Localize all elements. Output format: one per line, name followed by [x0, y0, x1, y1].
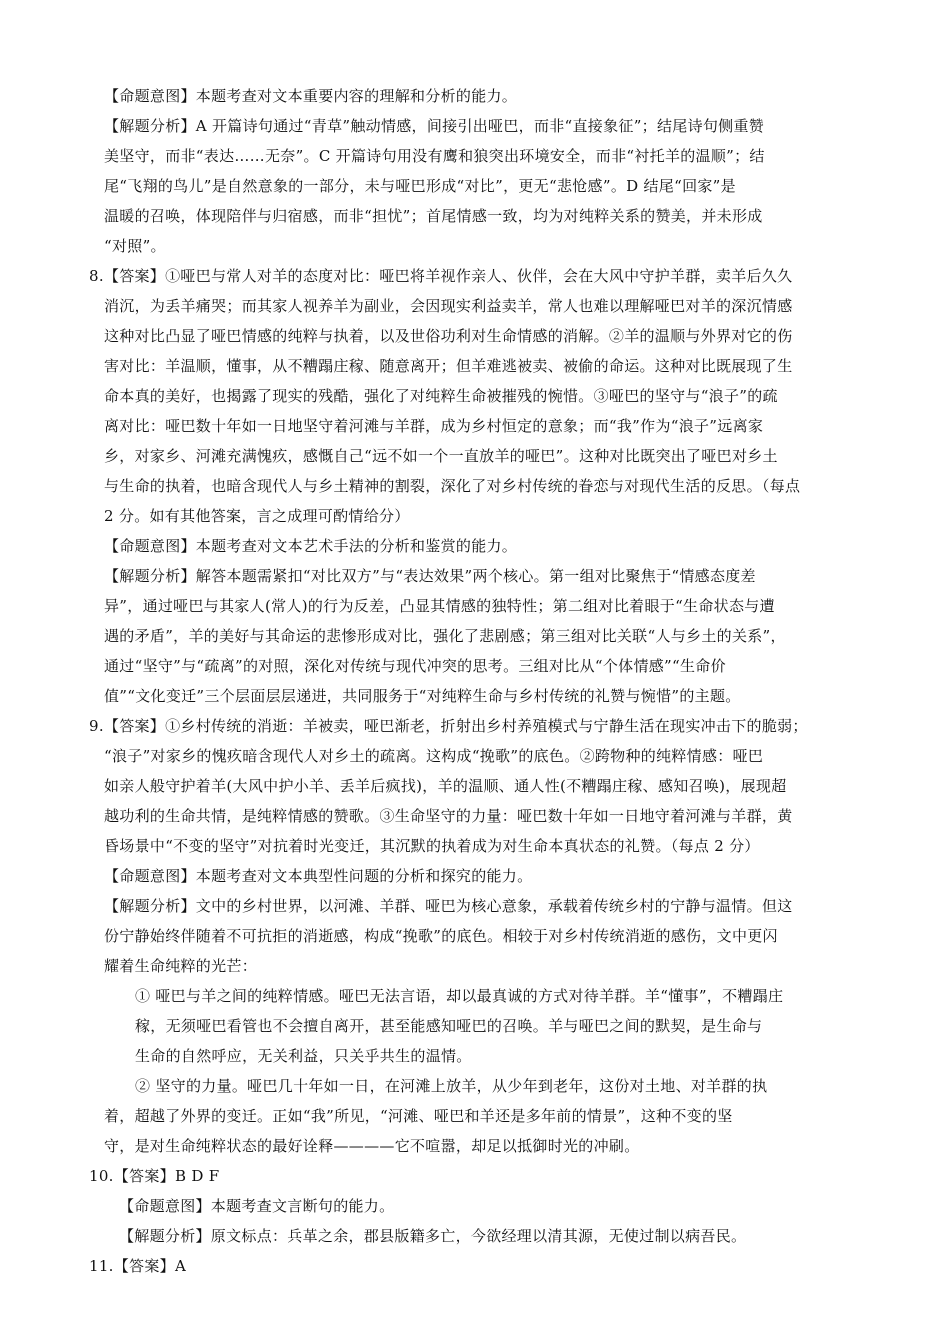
text-line: 乡，对家乡、河滩充满愧疚，感慨自己“远不如一个一直放羊的哑巴”。这种对比既突出了哑巴对乡土	[104, 447, 778, 465]
answer-9-line: 9.【答案】①乡村传统的消逝：羊被卖，哑巴渐老，折射出乡村养殖模式与宁静生活在现实冲击下的脆弱；	[89, 717, 808, 735]
text-line: 越功利的生命共情，是纯粹情感的赞歌。③生命坚守的力量：哑巴数十年如一日地守着河滩与羊群，黄	[104, 807, 793, 825]
answer-11-line: 11.【答案】A	[89, 1257, 187, 1275]
text-line: “对照”。	[104, 237, 166, 255]
text-line: 昏场景中“不变的坚守”对抗着时光变迁，其沉默的执着成为对生命本真状态的礼赞。（每点 2 分）	[104, 837, 760, 855]
text-line: 尾“飞翔的鸟儿”是自然意象的一部分，未与哑巴形成“对比”，更无“悲怆感”。D 结尾“回家”是	[104, 177, 736, 195]
text-line: 值”“文化变迁”三个层面层层递进，共同服务于“对纯粹生命与乡村传统的礼赞与惋惜”的主题。	[104, 687, 741, 705]
text-line: 温暖的召唤，体现陪伴与归宿感，而非“担忧”；首尾情感一致，均为对纯粹关系的赞美，并未形成	[104, 207, 763, 225]
answer-8-line: 8.【答案】①哑巴与常人对羊的态度对比：哑巴将羊视作亲人、伙伴，会在大风中守护羊群，卖羊后久久	[89, 267, 793, 285]
text-line: 害对比：羊温顺，懂事，从不糟蹋庄稼、随意离开；但羊难逃被卖、被偷的命运。这种对比既展现了生	[104, 357, 793, 375]
text-line: 异”，通过哑巴与其家人(常人)的行为反差，凸显其情感的独特性；第二组对比着眼于“生命状态与遭	[104, 597, 775, 615]
text-line: “浪子”对家乡的愧疚暗含现代人对乡土的疏离。这构成“挽歌”的底色。②跨物种的纯粹情感：哑巴	[104, 747, 764, 765]
text-line: 【解题分析】原文标点：兵革之余，郡县版籍多亡，今欲经理以清其源，无使过制以病吾民。	[119, 1227, 747, 1245]
text-line: 离对比：哑巴数十年如一日地坚守着河滩与羊群，成为乡村恒定的意象；而“我”作为“浪子”远离家	[104, 417, 764, 435]
text-line: 与生命的执着，也暗含现代人与乡土精神的割裂，深化了对乡村传统的眷恋与对现代生活的反思。（每点	[104, 477, 801, 495]
text-line: 如亲人般守护着羊(大风中护小羊、丢羊后疯找)，羊的温顺、通人性(不糟蹋庄稼、感知召唤)，展现超	[104, 777, 787, 795]
text-line: 【命题意图】本题考查对文本艺术手法的分析和鉴赏的能力。	[104, 537, 518, 555]
text-line: ② 坚守的力量。哑巴几十年如一日，在河滩上放羊，从少年到老年，这份对土地、对羊群的执	[135, 1077, 768, 1095]
text-line: 【命题意图】本题考查对文本重要内容的理解和分析的能力。	[104, 87, 518, 105]
text-line: 份宁静始终伴随着不可抗拒的消逝感，构成“挽歌”的底色。相较于对乡村传统消逝的感伤，文中更闪	[104, 927, 778, 945]
text-line: 【解题分析】文中的乡村世界，以河滩、羊群、哑巴为核心意象，承载着传统乡村的宁静与温情。但这	[104, 897, 793, 915]
text-line: 美坚守，而非“表达……无奈”。C 开篇诗句用没有鹰和狼突出环境安全，而非“衬托羊的温顺”；结	[104, 147, 765, 165]
text-line: 【命题意图】本题考查文言断句的能力。	[119, 1197, 395, 1215]
text-line: 命本真的美好，也揭露了现实的残酷，强化了对纯粹生命被摧残的惋惜。③哑巴的坚守与“浪子”的疏	[104, 387, 778, 405]
text-line: 【解题分析】解答本题需紧扣“对比双方”与“表达效果”两个核心。第一组对比聚焦于“情感态度差	[104, 567, 756, 585]
answer-10-line: 10.【答案】B D F	[89, 1167, 220, 1185]
text-line: 耀着生命纯粹的光芒：	[104, 957, 258, 975]
text-line: 【解题分析】A 开篇诗句通过“青草”触动情感，间接引出哑巴，而非“直接象征”；结尾诗句侧重赞	[104, 117, 765, 135]
text-line: ① 哑巴与羊之间的纯粹情感。哑巴无法言语，却以最真诚的方式对待羊群。羊“懂事”，不糟蹋庄	[135, 987, 784, 1005]
text-line: 遇的矛盾”，羊的美好与其命运的悲惨形成对比，强化了悲剧感；第三组对比关联“人与乡土的关系”，	[104, 627, 786, 645]
text-line: 生命的自然呼应，无关利益，只关乎共生的温情。	[135, 1047, 472, 1065]
text-line: 通过“坚守”与“疏离”的对照，深化对传统与现代冲突的思考。三组对比从“个体情感”“生命价	[104, 657, 726, 675]
text-line: 2 分。如有其他答案，言之成理可酌情给分）	[104, 507, 410, 525]
text-line: 着，超越了外界的变迁。正如“我”所见，“河滩、哑巴和羊还是多年前的情景”，这种不变的坚	[104, 1107, 733, 1125]
text-line: 【命题意图】本题考查对文本典型性问题的分析和探究的能力。	[104, 867, 533, 885]
text-line: 稼，无须哑巴看管也不会擅自离开，甚至能感知哑巴的召唤。羊与哑巴之间的默契，是生命与	[135, 1017, 763, 1035]
text-line: 守，是对生命纯粹状态的最好诠释————它不喧嚣，却足以抵御时光的冲刷。	[104, 1137, 640, 1155]
text-line: 这种对比凸显了哑巴情感的纯粹与执着，以及世俗功利对生命情感的消解。②羊的温顺与外界对它的伤	[104, 327, 793, 345]
text-line: 消沉，为丢羊痛哭；而其家人视养羊为副业，会因现实利益卖羊，常人也难以理解哑巴对羊的深沉情感	[104, 297, 793, 315]
